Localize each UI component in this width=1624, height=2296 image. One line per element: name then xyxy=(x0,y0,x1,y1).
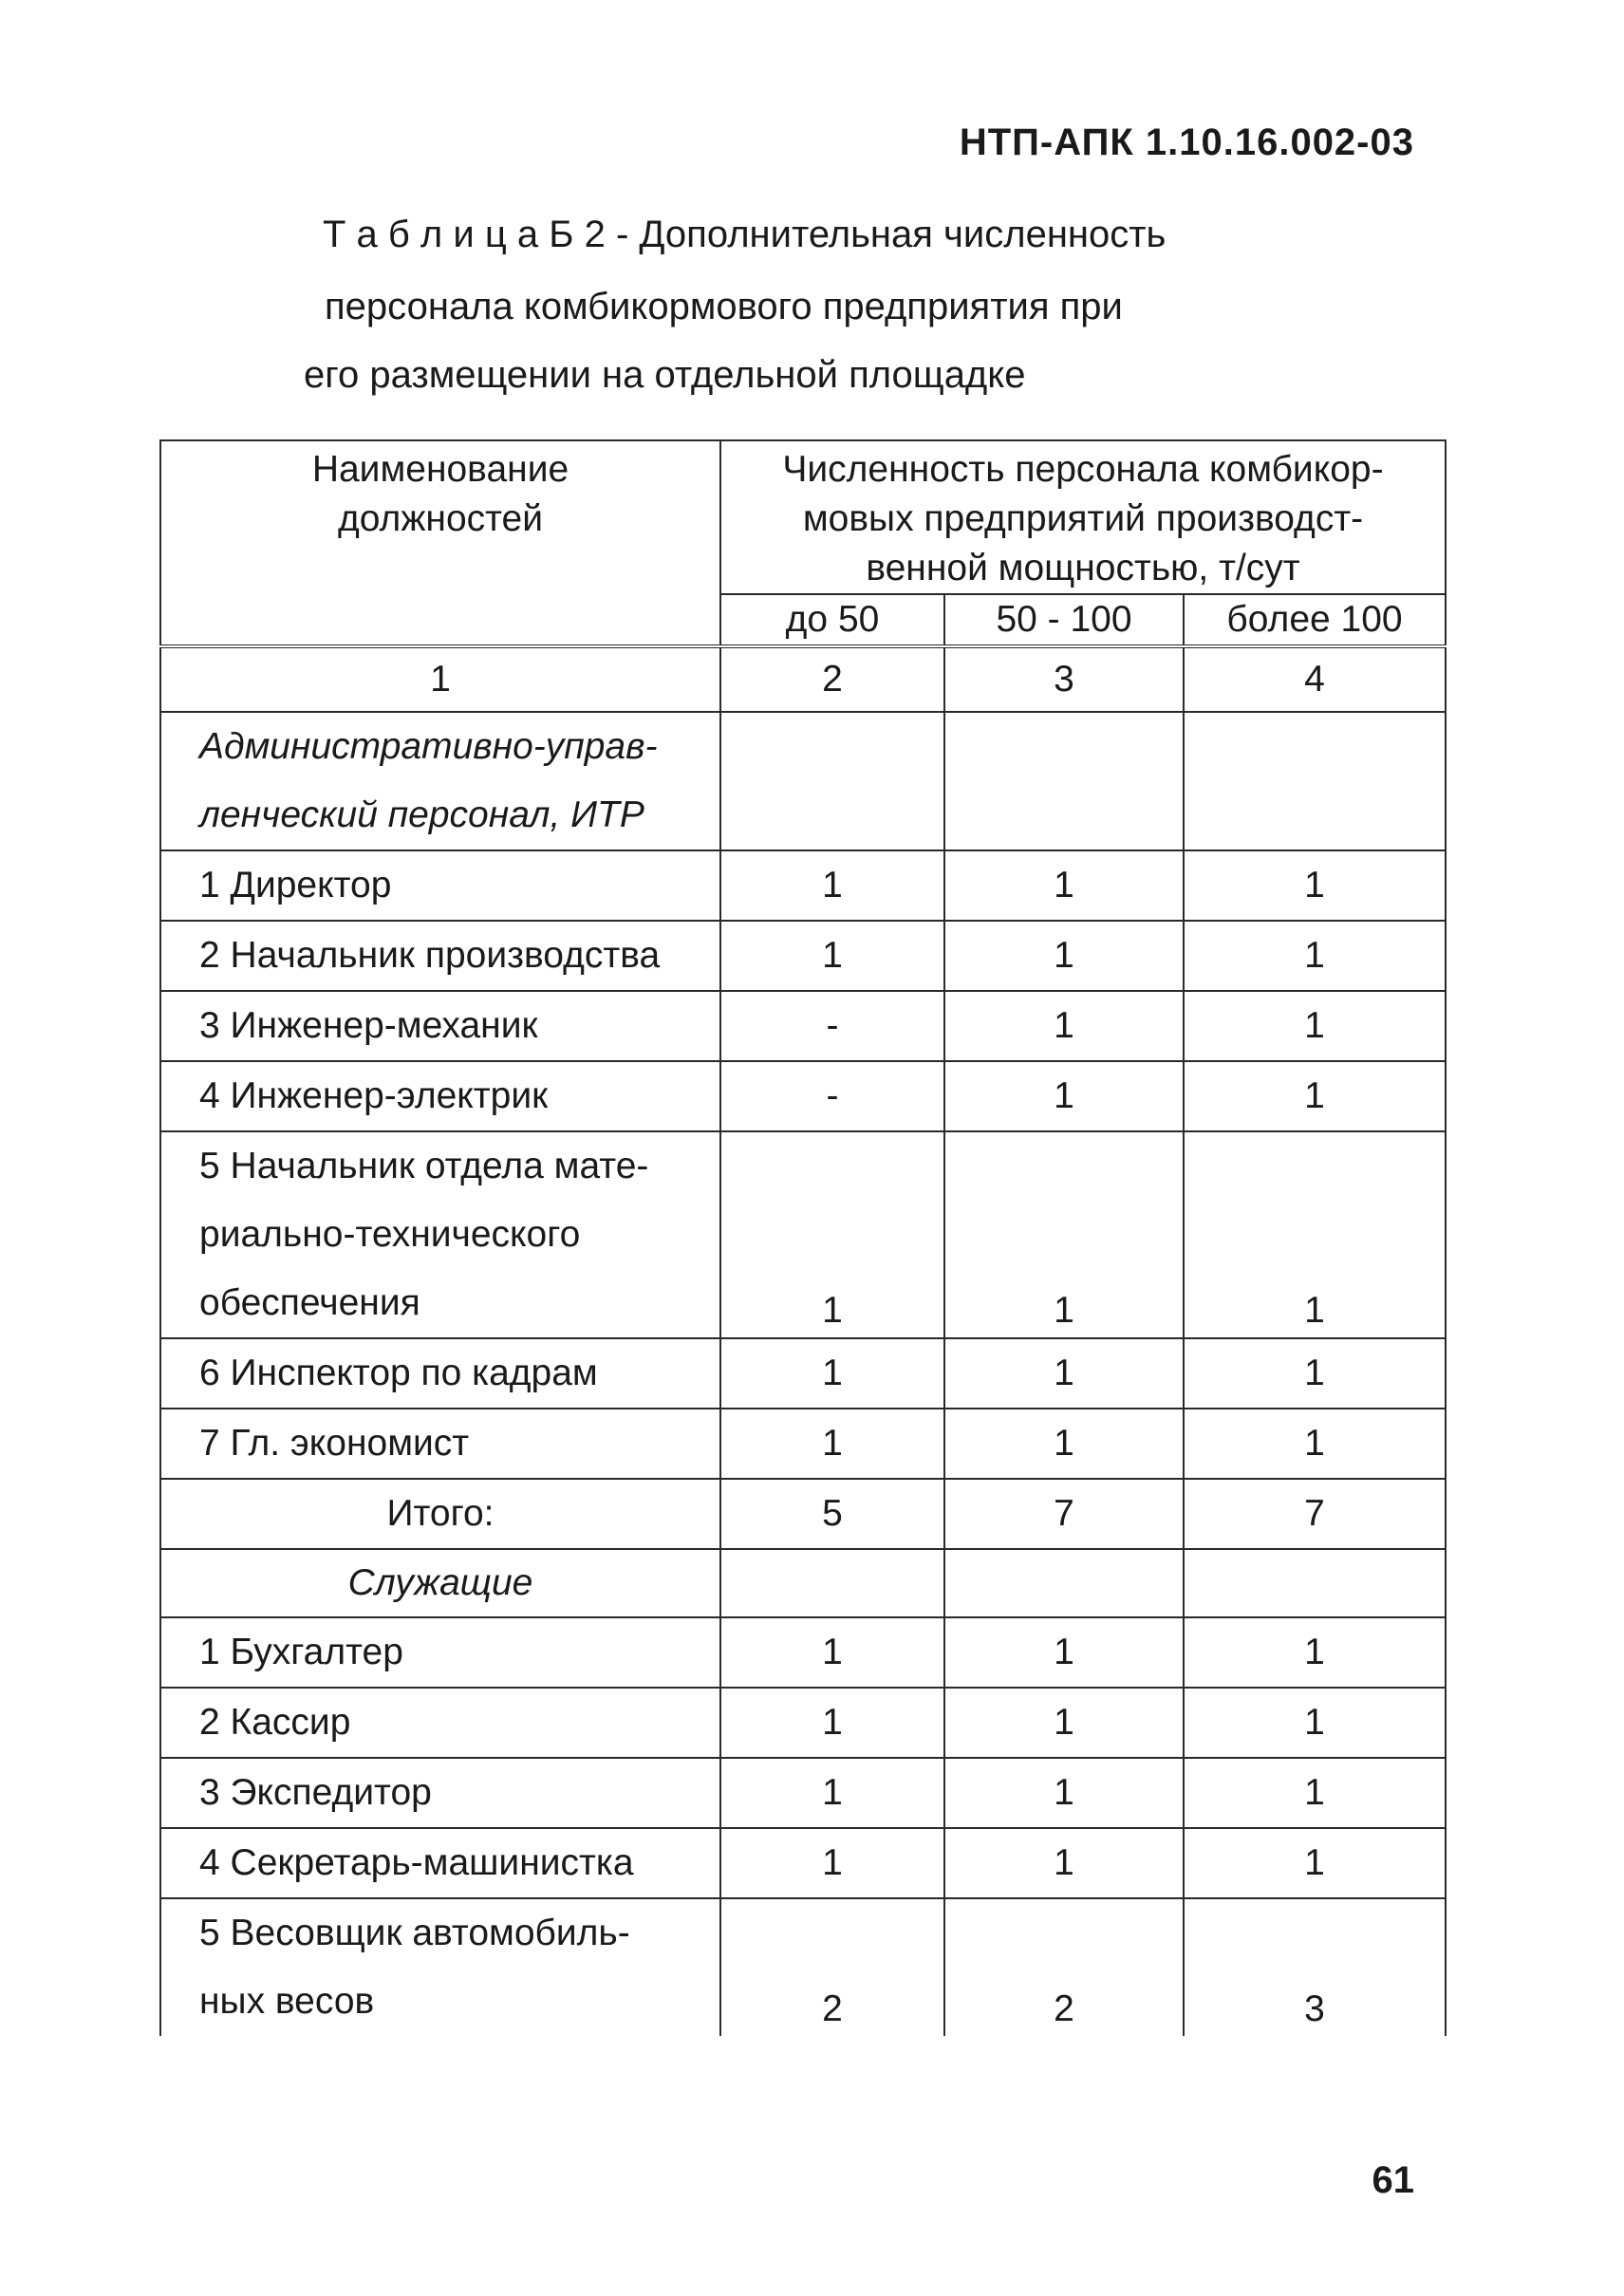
position-name: 2 Начальник производства xyxy=(160,921,720,991)
value-cell: 1 xyxy=(1184,1828,1446,1898)
value-cell: 2 xyxy=(720,1898,944,2036)
column-numbers-row xyxy=(160,646,1446,712)
position-name: 7 Гл. экономист xyxy=(160,1409,720,1479)
value-cell: 1 xyxy=(720,1409,944,1479)
value-cell: 1 xyxy=(1184,1131,1446,1338)
value-cell: 1 xyxy=(720,1131,944,1338)
value-cell: 1 xyxy=(944,1758,1184,1828)
value-cell: - xyxy=(720,1061,944,1131)
value-cell: - xyxy=(720,991,944,1061)
table-caption-line-1: Т а б л и ц а Б 2 - Дополнительная численность xyxy=(323,214,1167,255)
position-name: 5 Весовщик автомобиль-ных весов xyxy=(160,1898,720,2036)
document-code: НТП-АПК 1.10.16.002-03 xyxy=(959,121,1414,163)
value-cell: 1 xyxy=(1184,1758,1446,1828)
value-cell: 1 xyxy=(720,921,944,991)
value-cell: 1 xyxy=(944,1131,1184,1338)
header-capacity-up-to-50: до 50 xyxy=(720,594,944,646)
total-label: Итого: xyxy=(160,1479,720,1549)
value-cell: 1 xyxy=(1184,1338,1446,1409)
value-cell: 1 xyxy=(1184,921,1446,991)
column-number: 4 xyxy=(1184,646,1446,712)
table-row xyxy=(160,1338,1446,1409)
value-cell: 1 xyxy=(720,1828,944,1898)
value-cell: 3 xyxy=(1184,1898,1446,2036)
section-row xyxy=(160,712,1446,850)
table-row xyxy=(160,921,1446,991)
staff-table xyxy=(159,439,1447,2036)
table-row xyxy=(160,1409,1446,1479)
total-value: 7 xyxy=(1184,1479,1446,1549)
position-name: 2 Кассир xyxy=(160,1688,720,1758)
total-row xyxy=(160,1479,1446,1549)
column-number: 1 xyxy=(160,646,720,712)
table-row xyxy=(160,1061,1446,1131)
section-row xyxy=(160,1549,1446,1617)
value-cell: 1 xyxy=(944,1617,1184,1688)
value-cell: 1 xyxy=(944,1828,1184,1898)
value-cell: 1 xyxy=(944,850,1184,921)
value-cell: 1 xyxy=(1184,1617,1446,1688)
table-row xyxy=(160,850,1446,921)
page-number: 61 xyxy=(1372,2159,1414,2201)
header-capacity-50-100: 50 - 100 xyxy=(944,594,1184,646)
table-row xyxy=(160,991,1446,1061)
column-number: 2 xyxy=(720,646,944,712)
value-cell: 1 xyxy=(1184,1688,1446,1758)
table-row xyxy=(160,1828,1446,1898)
value-cell: 1 xyxy=(944,1409,1184,1479)
value-cell: 1 xyxy=(944,991,1184,1061)
table-row xyxy=(160,1131,1446,1338)
table-row xyxy=(160,1688,1446,1758)
value-cell: 1 xyxy=(720,1617,944,1688)
header-position-name: Наименование должностей xyxy=(160,440,720,646)
value-cell: 2 xyxy=(944,1898,1184,2036)
value-cell: 1 xyxy=(944,1061,1184,1131)
table-caption-line-2: персонала комбикормового предприятия при xyxy=(325,286,1123,327)
header-staff-count: Численность персонала комбикор-мовых предприятий производст-венной мощностью, т/сут xyxy=(720,440,1446,594)
table-row xyxy=(160,1758,1446,1828)
column-number: 3 xyxy=(944,646,1184,712)
position-name: 1 Директор xyxy=(160,850,720,921)
position-name: 4 Секретарь-машинистка xyxy=(160,1828,720,1898)
total-value: 7 xyxy=(944,1479,1184,1549)
value-cell: 1 xyxy=(944,921,1184,991)
value-cell: 1 xyxy=(720,1758,944,1828)
position-name: 5 Начальник отдела мате-риально-технического обеспечения xyxy=(160,1131,720,1338)
value-cell: 1 xyxy=(720,850,944,921)
section-title-admin: Административно-управ-ленческий персонал, ИТР xyxy=(160,712,720,850)
position-name: 6 Инспектор по кадрам xyxy=(160,1338,720,1409)
value-cell: 1 xyxy=(944,1688,1184,1758)
position-name: 3 Экспедитор xyxy=(160,1758,720,1828)
header-capacity-over-100: более 100 xyxy=(1184,594,1446,646)
total-value: 5 xyxy=(720,1479,944,1549)
value-cell: 1 xyxy=(720,1688,944,1758)
value-cell: 1 xyxy=(720,1338,944,1409)
section-title-employees: Служащие xyxy=(160,1549,720,1617)
table-row xyxy=(160,1617,1446,1688)
value-cell: 1 xyxy=(1184,850,1446,921)
table-row xyxy=(160,1898,1446,2036)
value-cell: 1 xyxy=(944,1338,1184,1409)
position-name: 4 Инженер-электрик xyxy=(160,1061,720,1131)
value-cell: 1 xyxy=(1184,991,1446,1061)
position-name: 3 Инженер-механик xyxy=(160,991,720,1061)
value-cell: 1 xyxy=(1184,1409,1446,1479)
table-caption-line-3: его размещении на отдельной площадке xyxy=(304,354,1026,396)
position-name: 1 Бухгалтер xyxy=(160,1617,720,1688)
value-cell: 1 xyxy=(1184,1061,1446,1131)
